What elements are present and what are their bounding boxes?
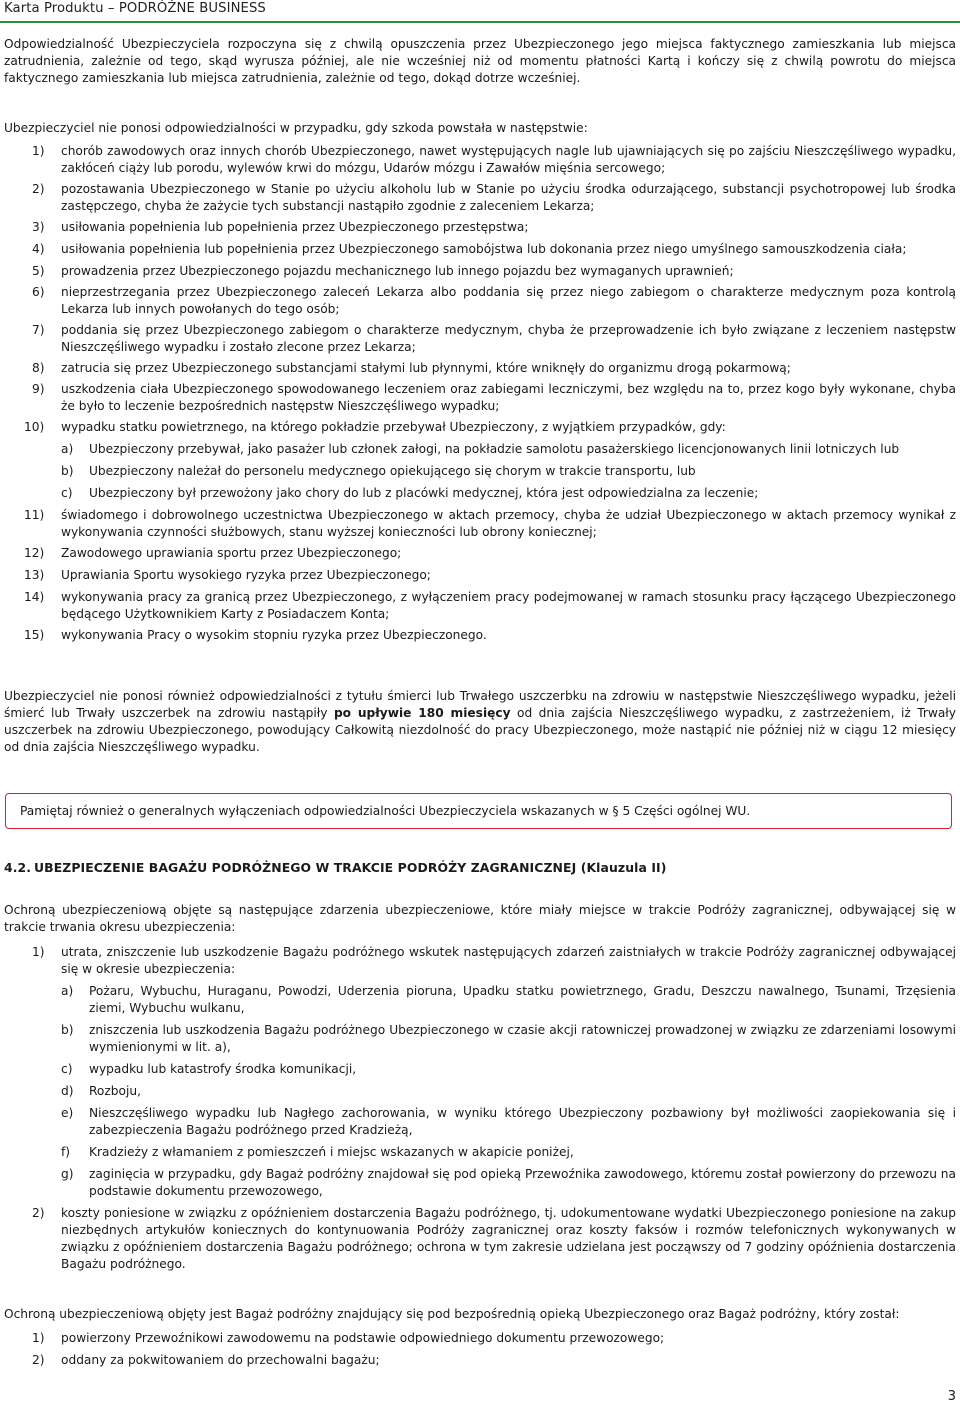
list-item (4, 419, 956, 436)
death-text-2: od dnia zajścia Nieszczęśliwego wypadku, z zastrzeżeniem, iż Trwały uszczerbek na zdrowiu Ubezpieczonego, powodujący Całkowitą niezdolność do pracy Ubezpieczonego, może nastąpić nie później niż w ciągu 12 miesięcy od dnia zajścia Nieszczęśliwego wypadku. (4, 706, 956, 754)
item-number: 15) (24, 628, 45, 642)
item-number: 4) (32, 242, 45, 256)
sub-list-item (4, 983, 956, 1017)
item-text: poddania się przez Ubezpieczonego zabiegom o charakterze medycznym, chyba że przeprowadzenie ich było związane z leczeniem następstw Nieszczęśliwego wypadku i zostało zlecone przez Lekarza; (61, 323, 956, 354)
sub-list-item (4, 1144, 956, 1161)
item-text: uszkodzenia ciała Ubezpieczonego spowodowanego leczeniem oraz zabiegami leczniczymi, bez względu na to, przez kogo były wykonane, chyba że było to leczenie bezpośrednich następstw Nieszczęśliwego wypadku; (61, 382, 956, 413)
item-number: 3) (32, 220, 45, 234)
item-text: zatrucia się przez Ubezpieczonego substancjami stałymi lub płynnymi, które wniknęły do organizmu drogą pokarmową; (61, 361, 791, 375)
item-text: Rozboju, (89, 1084, 141, 1098)
section-heading (4, 859, 667, 876)
sub-list-item (4, 1105, 956, 1139)
item-letter: a) (61, 442, 74, 456)
sub-list-item (4, 1061, 956, 1078)
baggage-events-list (4, 944, 956, 1273)
item-text: prowadzenia przez Ubezpieczonego pojazdu mechanicznego lub innego pojazdu bez wymaganych uprawnień; (61, 264, 734, 278)
custody-list (4, 1330, 956, 1369)
exclusions-list (4, 143, 956, 644)
list-item (4, 944, 956, 978)
section-intro: Ochroną ubezpieczeniową objęte są następujące zdarzenia ubezpieczeniowe, które miały miejsce w trakcie Podróży zagranicznej, odbywającej się w trakcie trwania okresu ubezpieczenia: (4, 903, 956, 934)
death-paragraph (4, 688, 956, 756)
list-item (4, 381, 956, 415)
item-text: świadomego i dobrowolnego uczestnictwa Ubezpieczonego w aktach przemocy, chyba że udział Ubezpieczonego w aktach przemocy wynikał z wykonywania czynności służbowych, stanu wyższej konieczności lub obrony koniecznej; (61, 508, 956, 539)
item-text: usiłowania popełnienia lub popełnienia przez Ubezpieczonego samobójstwa lub dokonania przez niego umyślnego samouszkodzenia ciała; (61, 242, 907, 256)
item-text: pozostawania Ubezpieczonego w Stanie po użyciu alkoholu lub w Stanie po użyciu środka odurzającego, substancji psychotropowej lub środka zastępczego, chyba że zażycie tych substancji nastąpiło zgodnie z zaleceniem Lekarza; (61, 182, 956, 213)
item-text: powierzony Przewoźnikowi zawodowemu na podstawie odpowiedniego dokumentu przewozowego; (61, 1331, 665, 1345)
item-letter: b) (61, 1023, 74, 1037)
item-text: koszty poniesione w związku z opóźnieniem dostarczenia Bagażu podróżnego, tj. udokumentowane wydatki Ubezpieczonego poniesione na zakup niezbędnych artykułów koniecznych do kontynuowania Podróży zagranicznej oraz koszty faksów i rozmów telefonicznych wykonywanych w związku z opóźnieniem dostarczenia Bagażu podróżnego; ochrona w tym zakresie udzielana jest począwszy od 7 godziny opóźnienia dostarczenia Bagażu podróżnego. (61, 1206, 956, 1271)
item-letter: a) (61, 984, 74, 998)
list-item (4, 507, 956, 541)
item-text: Nieszczęśliwego wypadku lub Nagłego zachorowania, w wyniku którego Ubezpieczony pozbawiony był możliwości zaopiekowania się i zabezpieczenia Bagażu podróżnego przed Kradzieżą, (89, 1106, 956, 1137)
list-item (4, 1205, 956, 1273)
death-text-1: Ubezpieczyciel nie ponosi również odpowiedzialności z tytułu śmierci lub Trwałego uszczerbku na zdrowiu w następstwie Nieszczęśliwego wypadku, jeżeli śmierć lub Trwały uszczerbek na zdrowiu nastąpiły (4, 689, 956, 720)
item-text: wypadku statku powietrznego, na którego pokładzie przebywał Ubezpieczony, z wyjątkiem przypadków, gdy: (61, 420, 726, 434)
item-number: 5) (32, 264, 45, 278)
item-text: Uprawiania Sportu wysokiego ryzyka przez Ubezpieczonego; (61, 568, 431, 582)
item-number: 2) (32, 182, 45, 196)
list-item (4, 545, 956, 562)
list-item (4, 241, 956, 258)
item-number: 8) (32, 361, 45, 375)
sub-list-item (4, 485, 956, 502)
header-rule (0, 21, 960, 23)
item-text: Kradzieży z włamaniem z pomieszczeń i miejsc wskazanych w akapicie poniżej, (89, 1145, 574, 1159)
item-number: 2) (32, 1206, 45, 1220)
item-letter: e) (61, 1106, 74, 1120)
item-number: 14) (24, 590, 45, 604)
page-header: Karta Produktu – PODRÓŻNE BUSINESS (4, 1, 266, 16)
item-number: 9) (32, 382, 45, 396)
custody-intro: Ochroną ubezpieczeniową objęty jest Bagaż podróżny znajdujący się pod bezpośrednią opieką Ubezpieczonego oraz Bagaż podróżny, który został: (4, 1307, 900, 1321)
item-text: zaginięcia w przypadku, gdy Bagaż podróżny znajdował się pod opieką Przewoźnika zawodowego, któremu został powierzony do przewozu na podstawie dokumentu przewozowego, (89, 1167, 956, 1198)
item-letter: f) (61, 1145, 71, 1159)
item-number: 13) (24, 568, 45, 582)
sub-list-item (4, 1022, 956, 1056)
item-letter: c) (61, 486, 73, 500)
item-letter: b) (61, 464, 74, 478)
item-number: 1) (32, 144, 45, 158)
list-item (4, 322, 956, 356)
sub-list-item (4, 463, 956, 480)
list-item (4, 219, 956, 236)
section-number: 4.2. (4, 860, 32, 875)
exclusions-intro: Ubezpieczyciel nie ponosi odpowiedzialności w przypadku, gdy szkoda powstała w następstwie: (4, 121, 588, 135)
item-letter: g) (61, 1167, 74, 1181)
list-item (4, 627, 956, 644)
item-text: wykonywania pracy za granicą przez Ubezpieczonego, z wyłączeniem pracy podejmowanej w ramach stosunku pracy łączącego Ubezpieczonego będącego Użytkownikiem Karty z Posiadaczem Konta; (61, 590, 956, 621)
item-text: Ubezpieczony był przewożony jako chory do lub z placówki medycznej, która jest odpowiedzialna za leczenie; (89, 486, 759, 500)
item-text: Ubezpieczony należał do personelu medycznego opiekującego się chorym w trakcie transportu, lub (89, 464, 696, 478)
item-letter: d) (61, 1084, 74, 1098)
item-number: 6) (32, 285, 45, 299)
item-text: zniszczenia lub uszkodzenia Bagażu podróżnego Ubezpieczonego w czasie akcji ratowniczej prowadzonej w związku ze zdarzeniami losowymi wymienionymi w lit. a), (89, 1023, 956, 1054)
section-title: UBEZPIECZENIE BAGAŻU PODRÓŻNEGO W TRAKCIE PODRÓŻY ZAGRANICZNEJ (Klauzula II) (34, 860, 667, 875)
list-item (4, 143, 956, 177)
item-letter: c) (61, 1062, 73, 1076)
item-number: 1) (32, 1331, 45, 1345)
list-item (4, 1330, 956, 1347)
item-text: Pożaru, Wybuchu, Huraganu, Powodzi, Uderzenia pioruna, Upadku statku powietrznego, Gradu, Deszczu nawalnego, Tsunami, Trzęsienia ziemi, Wybuchu wulkanu, (89, 984, 956, 1015)
list-item (4, 181, 956, 215)
list-item (4, 284, 956, 318)
item-number: 11) (24, 508, 45, 522)
item-text: utrata, zniszczenie lub uszkodzenie Bagażu podróżnego wskutek następujących zdarzeń zaistniałych w trakcie Podróży zagranicznej odbywającej się w okresie ubezpieczenia: (61, 945, 956, 976)
item-text: wykonywania Pracy o wysokim stopniu ryzyka przez Ubezpieczonego. (61, 628, 487, 642)
item-number: 2) (32, 1353, 45, 1367)
item-number: 1) (32, 945, 45, 959)
sub-list-item (4, 441, 956, 458)
list-item (4, 567, 956, 584)
item-number: 10) (24, 420, 45, 434)
item-text: nieprzestrzegania przez Ubezpieczonego zaleceń Lekarza albo poddania się przez niego zabiegom o charakterze medycznym poza kontrolą Lekarza lub innych powołanych do tego osób; (61, 285, 956, 316)
item-number: 7) (32, 323, 45, 337)
page-number: 3 (947, 1389, 956, 1404)
list-item (4, 589, 956, 623)
item-text: Ubezpieczony przebywał, jako pasażer lub członek załogi, na pokładzie samolotu pasażerskiego licencjonowanych linii lotniczych lub (89, 442, 900, 456)
item-number: 12) (24, 546, 45, 560)
list-item (4, 263, 956, 280)
item-text: wypadku lub katastrofy środka komunikacji, (89, 1062, 357, 1076)
item-text: oddany za pokwitowaniem do przechowalni bagażu; (61, 1353, 380, 1367)
item-text: usiłowania popełnienia lub popełnienia przez Ubezpieczonego przestępstwa; (61, 220, 529, 234)
death-text-bold: po upływie 180 miesięcy (333, 706, 511, 720)
notice-text: Pamiętaj również o generalnych wyłączeniach odpowiedzialności Ubezpieczyciela wskazanych w § 5 Części ogólnej WU. (20, 804, 751, 818)
item-text: chorób zawodowych oraz innych chorób Ubezpieczonego, nawet występujących nagle lub ujawniających się po zajściu Nieszczęśliwego wypadku, zakłóceń ciąży lub porodu, wylewów krwi do mózgu, Udarów mózgu i Zawałów mięśnia sercowego; (61, 144, 956, 175)
item-text: Zawodowego uprawiania sportu przez Ubezpieczonego; (61, 546, 402, 560)
list-item (4, 360, 956, 377)
notice-box (5, 793, 952, 829)
sub-list-item (4, 1166, 956, 1200)
sub-list-item (4, 1083, 956, 1100)
intro-paragraph: Odpowiedzialność Ubezpieczyciela rozpoczyna się z chwilą opuszczenia przez Ubezpieczonego jego miejsca faktycznego zamieszkania lub miejsca zatrudnienia, zależnie od tego, skąd wyrusza później, ale nie wcześniej niż od momentu płatności Kartą i kończy się z chwilą powrotu do miejsca faktycznego zamieszkania lub miejsca zatrudnienia, zależnie od tego, dokąd dotrze wcześniej. (4, 37, 956, 85)
list-item (4, 1352, 956, 1369)
